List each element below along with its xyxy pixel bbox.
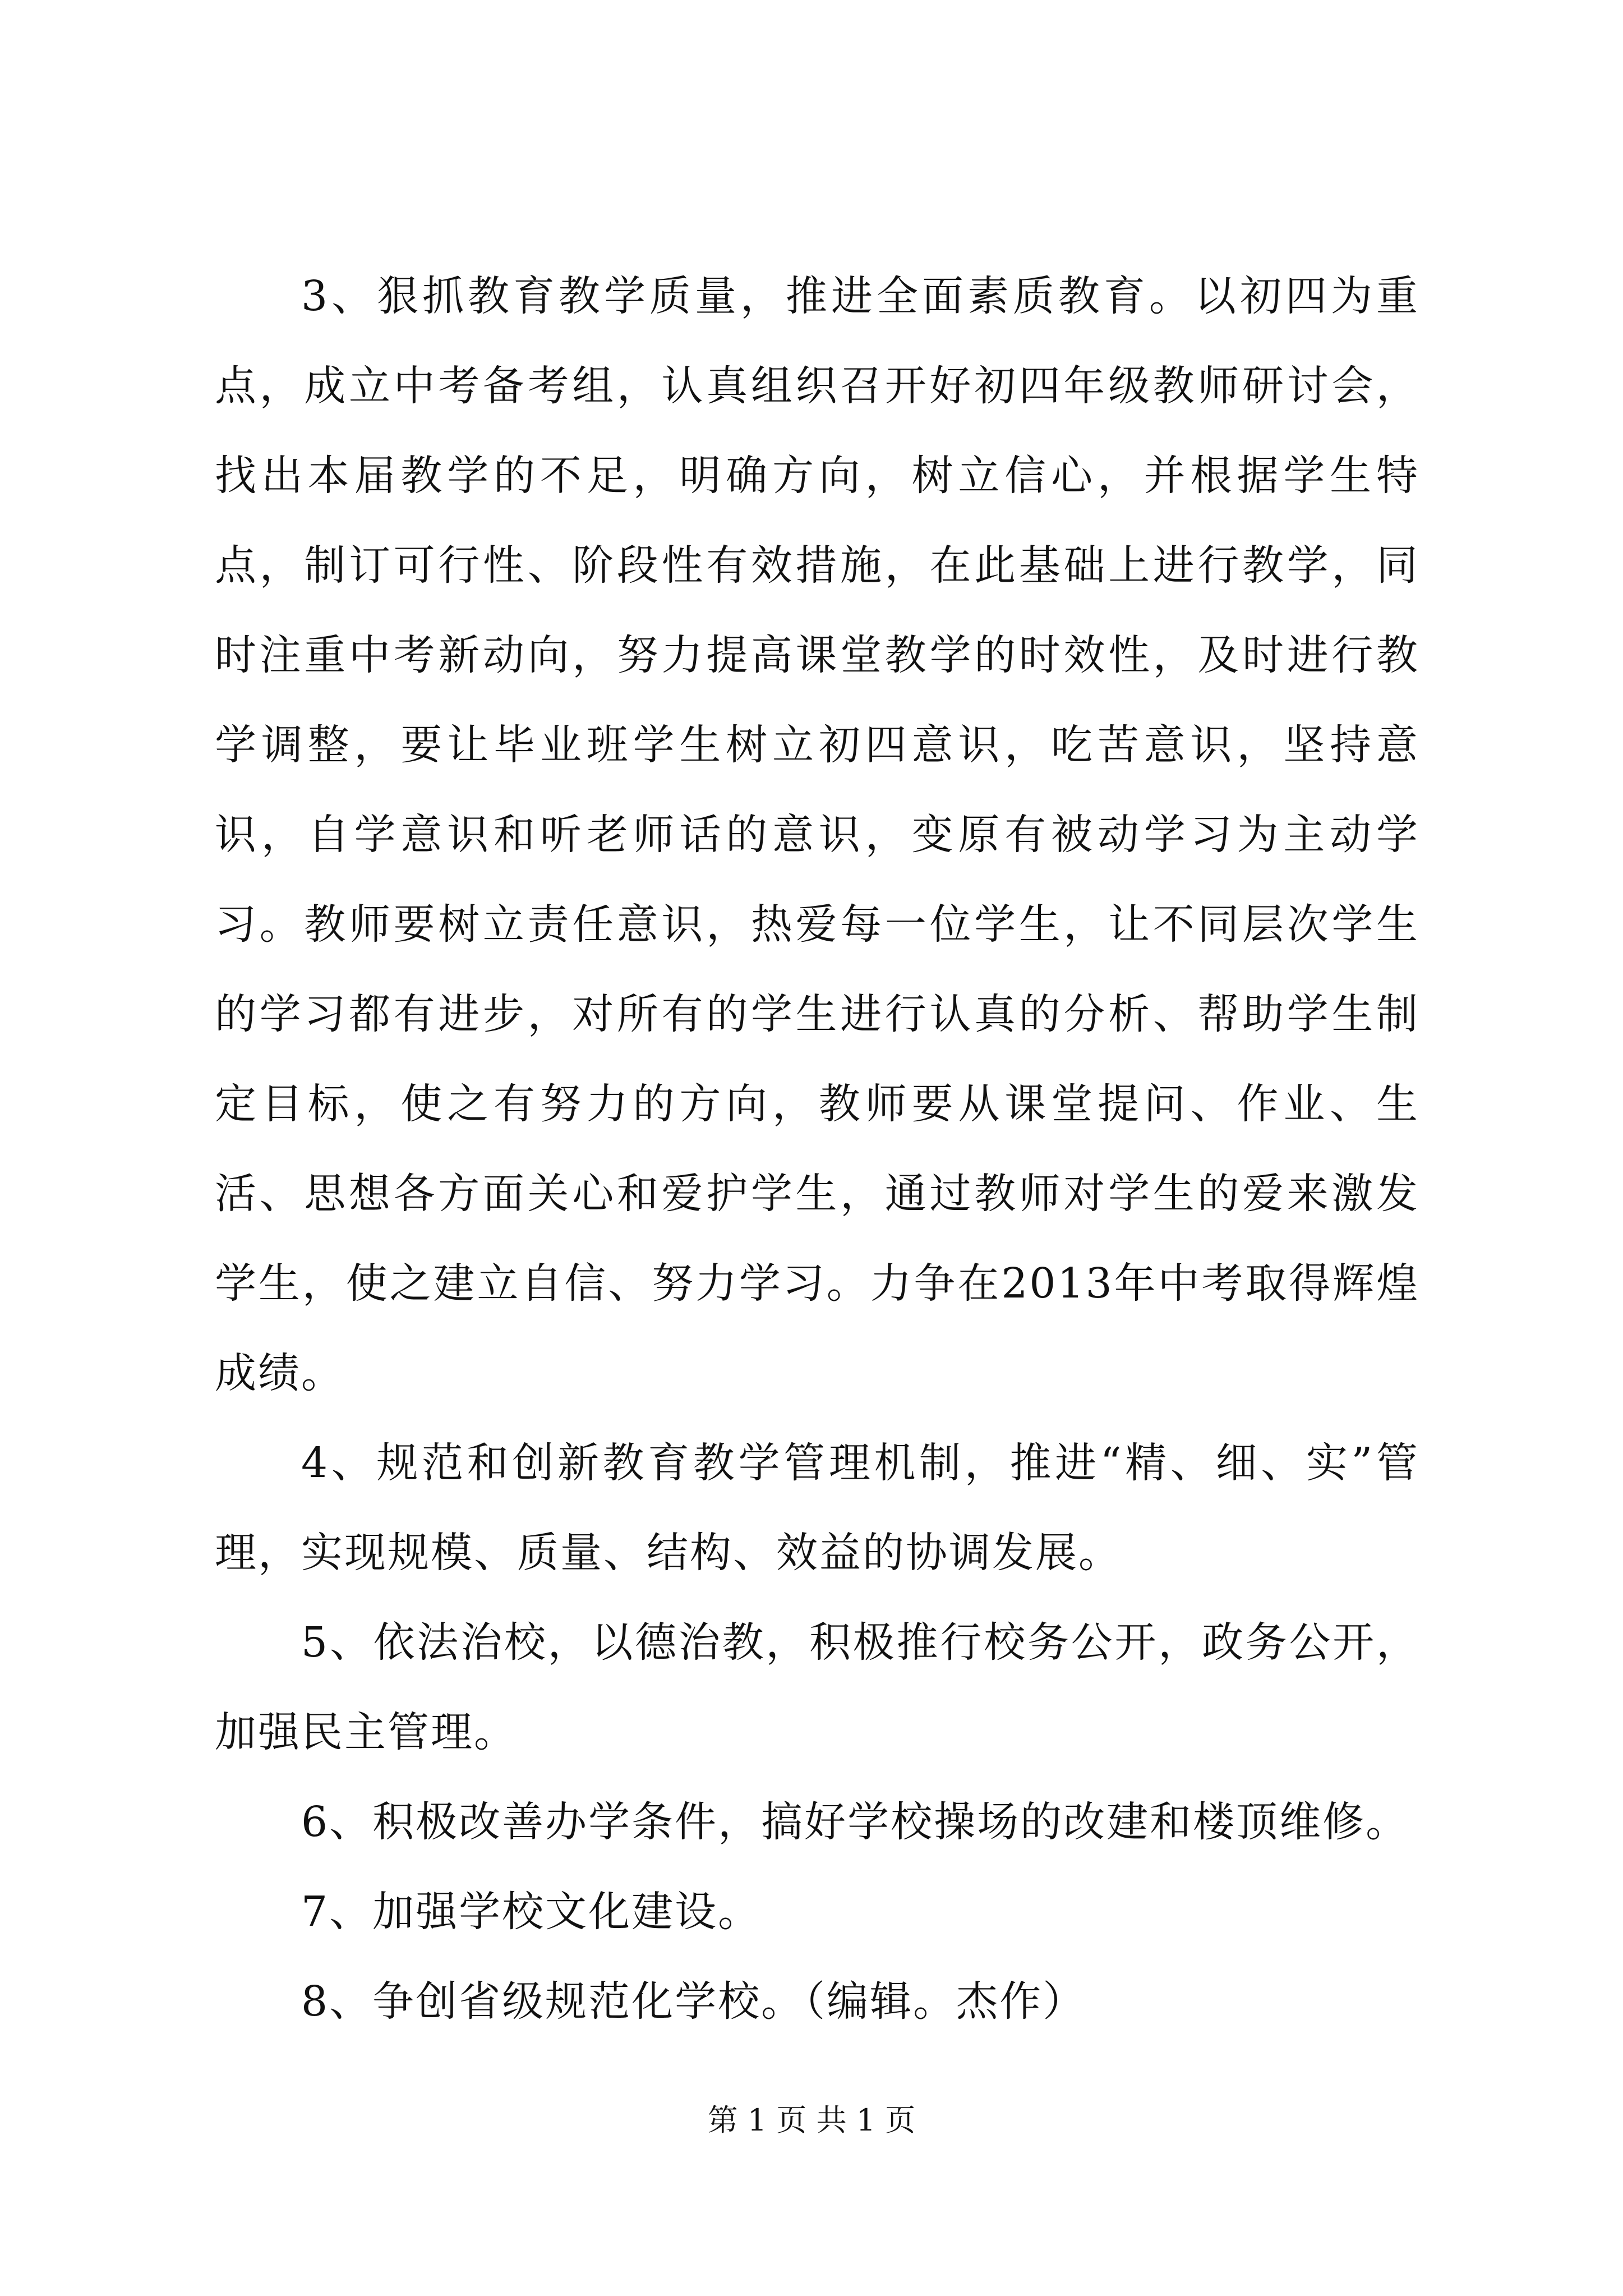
paragraph-item-8: 8、争创省级规范化学校。（编辑。杰作） <box>301 1977 1086 2026</box>
paragraph-item-5: 5、依法治校，以德治教，积极推行校务公开，政务公开，加强民主管理。 <box>215 1618 1419 1756</box>
paragraph-item-6: 6、积极改善办学条件，搞好学校操场的改建和楼顶维修。 <box>301 1798 1409 1846</box>
document-body <box>215 251 1419 2046</box>
paragraph-item-3: 3、狠抓教育教学质量，推进全面素质教育。以初四为重点，成立中考备考组，认真组织召开好初四年级教师研讨会，找出本届教学的不足，明确方向，树立信心，并根据学生特点，制订可行性、阶段性有效措施，在此基础上进行教学，同时注重中考新动向，努力提高课堂教学的时效性，及时进行教学调整，要让毕业班学生树立初四意识，吃苦意识，坚持意识，自学意识和听老师话的意识，变原有被动学习为主动学习。教师要树立责任意识，热爱每一位学生，让不同层次学生的学习都有进步，对所有的学生进行认真的分析、帮助学生制定目标，使之有努力的方向，教师要从课堂提问、作业、生活、思想各方面关心和爱护学生，通过教师对学生的爱来激发学生，使之建立自信、努力学习。力争在2013年中考取得辉煌成绩。 <box>215 272 1419 1397</box>
paragraph-item-7: 7、加强学校文化建设。 <box>301 1888 762 1936</box>
paragraph-item-4: 4、规范和创新教育教学管理机制，推进“精、细、实”管理，实现规模、质量、结构、效益的协调发展。 <box>215 1439 1419 1577</box>
page-number-footer: 第 1 页 共 1 页 <box>707 2102 916 2138</box>
